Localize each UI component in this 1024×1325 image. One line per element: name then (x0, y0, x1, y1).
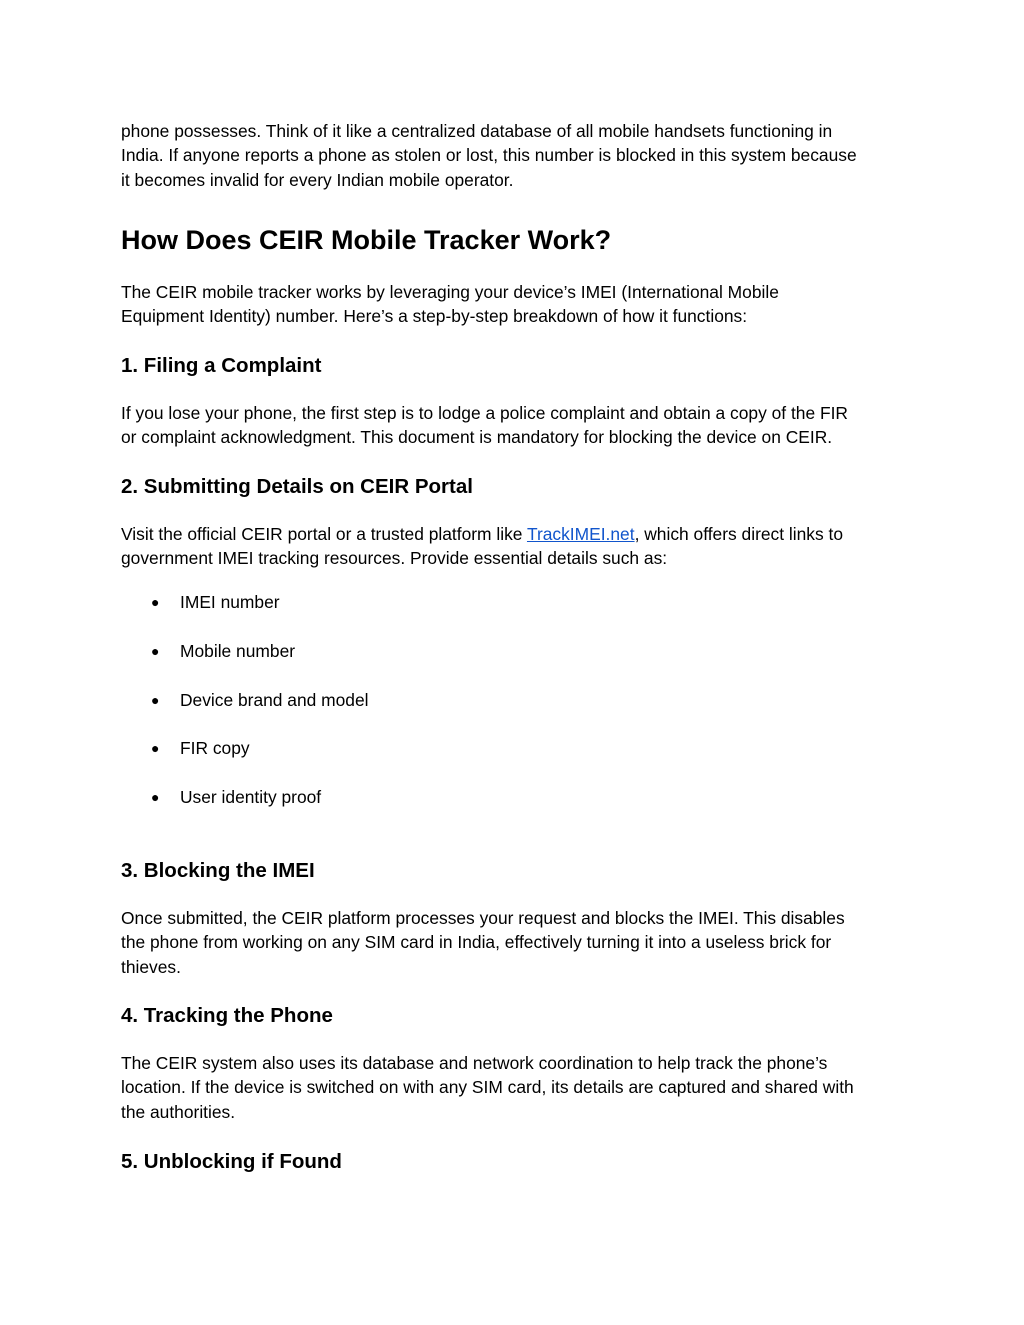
step-1-line: If you lose your phone, the first step is to lodge a police complaint and obtain a copy of the FIR (121, 403, 848, 423)
step-1-line: or complaint acknowledgment. This document is mandatory for blocking the device on CEIR. (121, 427, 833, 448)
bullet-icon: ● (151, 789, 160, 806)
bullet-icon: ● (151, 740, 160, 757)
trackimei-link[interactable]: TrackIMEI.net (526, 524, 635, 544)
intro-line: phone possesses. Think of it like a centralized database of all mobile handsets functioning in (121, 121, 833, 141)
intro-line: India. If anyone reports a phone as stolen or lost, this number is blocked in this system because (121, 145, 857, 166)
step-4-line: the authorities. (121, 1101, 236, 1122)
step-2-paragraph (121, 522, 911, 571)
overview-line: Equipment Identity) number. Here’s a step-by-step breakdown of how it functions: (121, 306, 748, 327)
step-2-text-after-link: , which offers direct links to (634, 524, 844, 544)
step-4-heading: 4. Tracking the Phone (121, 1004, 333, 1027)
step-4-line: location. If the device is switched on with any SIM card, its details are captured and shared with (121, 1077, 854, 1098)
step-5-heading: 5. Unblocking if Found (121, 1150, 342, 1173)
step-3-line: thieves. (121, 956, 181, 977)
bullet-icon: ● (151, 642, 160, 659)
bullet-text: FIR copy (180, 738, 250, 759)
step-3-heading: 3. Blocking the IMEI (121, 859, 315, 882)
step-1-paragraph (121, 401, 911, 450)
intro-line: it becomes invalid for every Indian mobile operator. (121, 169, 514, 190)
step-4-paragraph (121, 1051, 911, 1124)
step-2-line: government IMEI tracking resources. Provide essential details such as: (121, 548, 668, 569)
bullet-icon: ● (151, 594, 160, 610)
overview-paragraph (121, 280, 911, 329)
step-3-line: the phone from working on any SIM card in India, effectively turning it into a useless brick for (121, 932, 832, 953)
bullet-text: Device brand and model (180, 689, 369, 710)
main-heading: How Does CEIR Mobile Tracker Work? (121, 225, 612, 255)
step-3-line: Once submitted, the CEIR platform processes your request and blocks the IMEI. This disables (121, 908, 845, 928)
bullet-text: Mobile number (180, 640, 296, 661)
bullet-text: User identity proof (180, 787, 322, 808)
bullet-text: IMEI number (180, 592, 280, 612)
step-3-paragraph (121, 906, 911, 979)
step-2-heading: 2. Submitting Details on CEIR Portal (121, 475, 473, 498)
step-4-line: The CEIR system also uses its database and network coordination to help track the phone’s (121, 1053, 828, 1073)
step-2-text-before-link: Visit the official CEIR portal or a trusted platform like (121, 524, 527, 544)
overview-line: The CEIR mobile tracker works by leveraging your device’s IMEI (International Mobile (121, 282, 779, 302)
bullet-icon: ● (151, 691, 160, 708)
step-2-line (121, 522, 911, 546)
step-1-heading: 1. Filing a Complaint (121, 354, 322, 377)
intro-paragraph (121, 119, 911, 192)
